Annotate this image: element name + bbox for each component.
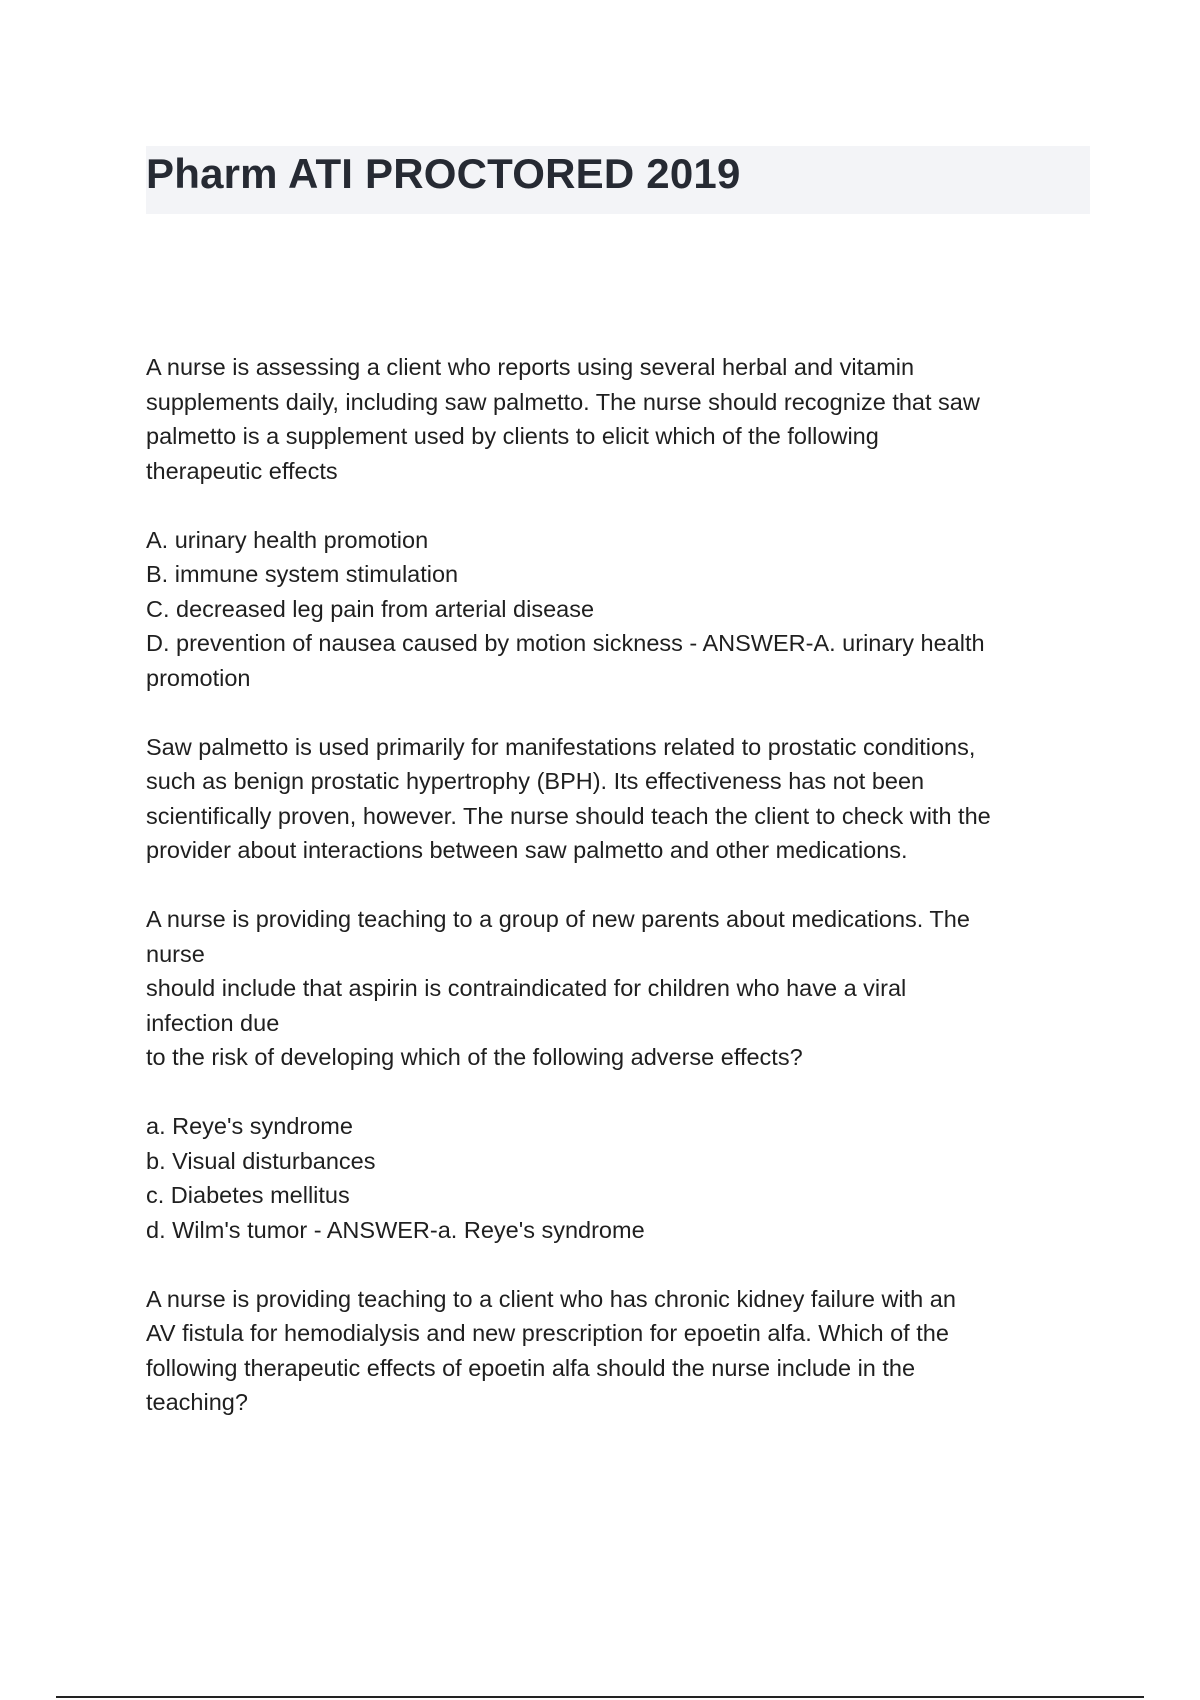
option-line: B. immune system stimulation: [146, 561, 459, 587]
text-line: should include that aspirin is contraindicated for children who have a viral: [146, 975, 907, 1001]
text-line: provider about interactions between saw palmetto and other medications.: [146, 837, 908, 863]
text-line: therapeutic effects: [146, 457, 338, 484]
question-1-stem: [146, 350, 1096, 488]
footer-divider: [56, 1696, 1144, 1698]
text-line: AV fistula for hemodialysis and new prescription for epoetin alfa. Which of the: [146, 1320, 949, 1346]
question-2-stem: [146, 902, 1096, 1075]
text-line: such as benign prostatic hypertrophy (BPH). Its effectiveness has not been: [146, 768, 925, 794]
option-line: C. decreased leg pain from arterial disease: [146, 595, 595, 622]
document-title: Pharm ATI PROCTORED 2019: [146, 150, 741, 197]
option-line: c. Diabetes mellitus: [146, 1182, 350, 1208]
question-3-stem: [146, 1282, 1096, 1420]
text-line: nurse: [146, 940, 205, 967]
option-line: A. urinary health promotion: [146, 526, 429, 553]
text-line: A nurse is providing teaching to a client who has chronic kidney failure with an: [146, 1285, 956, 1312]
option-line: d. Wilm's tumor - ANSWER-a. Reye's syndrome: [146, 1216, 645, 1243]
text-line: Saw palmetto is used primarily for manifestations related to prostatic conditions,: [146, 733, 976, 760]
text-line: palmetto is a supplement used by clients to elicit which of the following: [146, 423, 879, 449]
text-line: to the risk of developing which of the following adverse effects?: [146, 1044, 803, 1070]
option-line: a. Reye's syndrome: [146, 1113, 353, 1139]
text-line: scientifically proven, however. The nurse should teach the client to check with the: [146, 802, 991, 829]
text-line: teaching?: [146, 1389, 248, 1415]
document-body: [146, 350, 1096, 1454]
text-line: A nurse is providing teaching to a group of new parents about medications. The: [146, 906, 970, 932]
question-1-options: [146, 523, 1096, 696]
text-line: following therapeutic effects of epoetin alfa should the nurse include in the: [146, 1354, 916, 1381]
option-line: b. Visual disturbances: [146, 1147, 376, 1174]
text-line: supplements daily, including saw palmetto. The nurse should recognize that saw: [146, 388, 980, 415]
text-line: infection due: [146, 1009, 280, 1036]
question-1-rationale: [146, 730, 1096, 868]
text-line: A nurse is assessing a client who reports using several herbal and vitamin: [146, 354, 915, 380]
option-line: D. prevention of nausea caused by motion sickness - ANSWER-A. urinary health: [146, 630, 985, 656]
option-line: promotion: [146, 664, 251, 691]
question-2-options: [146, 1109, 1096, 1247]
